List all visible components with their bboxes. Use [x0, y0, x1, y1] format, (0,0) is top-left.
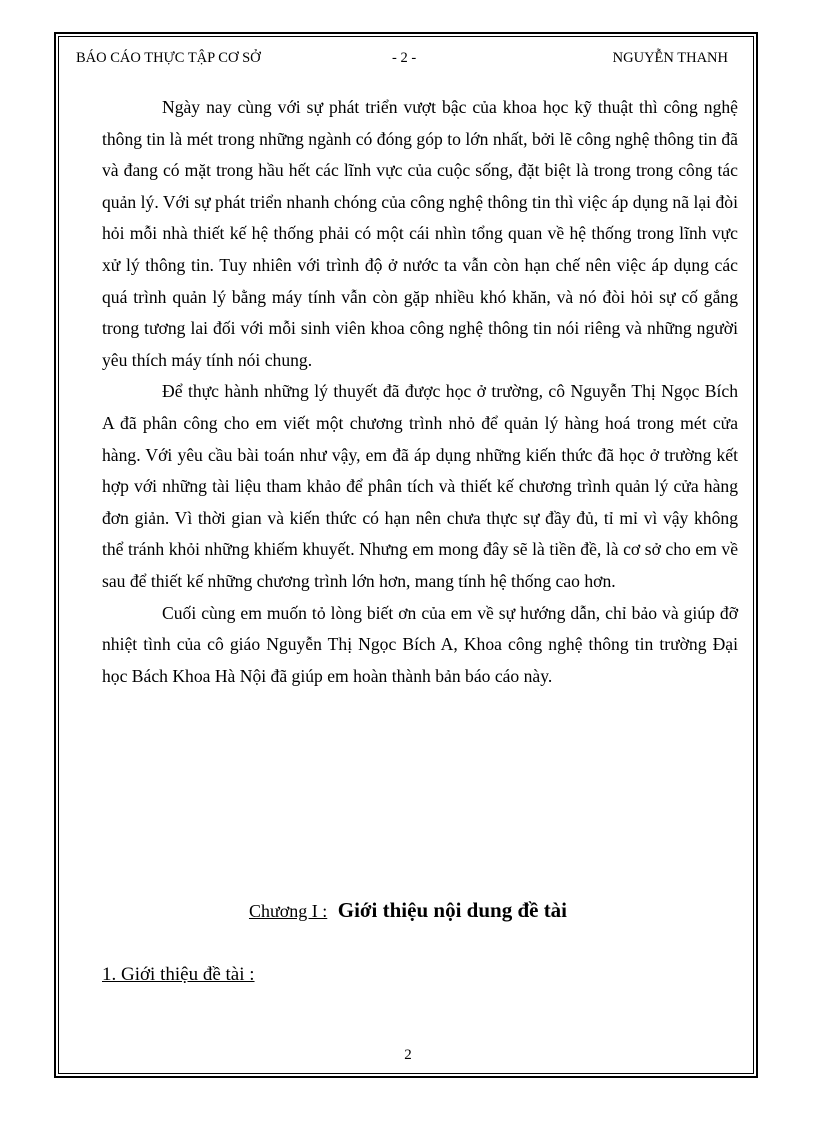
section-heading: 1. Giới thiệu đề tài : [102, 964, 255, 985]
page-number: 2 [404, 1047, 412, 1063]
chapter-heading [0, 898, 816, 923]
chapter-title: Giới thiệu nội dung đề tài [337, 898, 568, 922]
body-text [102, 92, 738, 692]
paragraph-intro: Ngày nay cùng với sự phát triển vượt bậc của khoa học kỹ thuật thì công nghệ thông tin là mét trong những ngành có đóng góp to lớn nhất, bởi lẽ công nghệ thông tin đã và đang có mặt trong hầu hết các lĩnh vực của cuộc sống, đặt biệt là trong trong công tác quản lý. Với sự phát triển nhanh chóng của công nghệ thông tin thì việc áp dụng nã lại đòi hỏi mỗi nhà thiết kế hệ thống phải có một cái nhìn tổng quan về hệ thống trong lĩnh vực xử lý thông tin. Tuy nhiên với trình độ ở nước ta vẫn còn hạn chế nên việc áp dụng các quá trình quản lý bằng máy tính vẫn còn gặp nhiều khó khăn, và nó đòi hỏi sự cố gắng trong tương lai đối với mỗi sinh viên khoa công nghệ thông tin nói riêng và những người yêu thích máy tính nói chung. [102, 97, 738, 370]
header-report-title: BÁO CÁO THỰC TẬP CƠ SỞ [76, 50, 261, 66]
page-header [76, 50, 736, 70]
header-author: NGUYỄN THANH [612, 50, 728, 66]
paragraph-assignment: Để thực hành những lý thuyết đã được học ở trường, cô Nguyễn Thị Ngọc Bích A đã phân công cho em viết một chương trình nhỏ để quản lý hàng hoá trong mét cửa hàng. Với yêu cầu bài toán như vậy, em đã áp dụng những kiến thức đã học ở trường kết hợp với những tài liệu tham khảo để phân tích và thiết kế chương trình quản lý cửa hàng đơn giản. Vì thời gian và kiến thức có hạn nên chưa thực sự đầy đủ, tỉ mỉ vì vậy không thể tránh khỏi những khiếm khuyết. Nhưng em mong đây sẽ là tiền đề, là cơ sở cho em về sau để thiết kế những chương trình lớn hơn, mang tính hệ thống cao hơn. [102, 381, 738, 591]
chapter-label: Chương I : [248, 901, 328, 921]
header-page-marker: - 2 - [392, 50, 417, 66]
paragraph-acknowledgement: Cuối cùng em muốn tỏ lòng biết ơn của em về sự hướng dẫn, chỉ bảo và giúp đỡ nhiệt tình của cô giáo Nguyễn Thị Ngọc Bích A, Khoa công nghệ thông tin trường Đại học Bách Khoa Hà Nội đã giúp em hoàn thành bản báo cáo này. [102, 602, 738, 686]
